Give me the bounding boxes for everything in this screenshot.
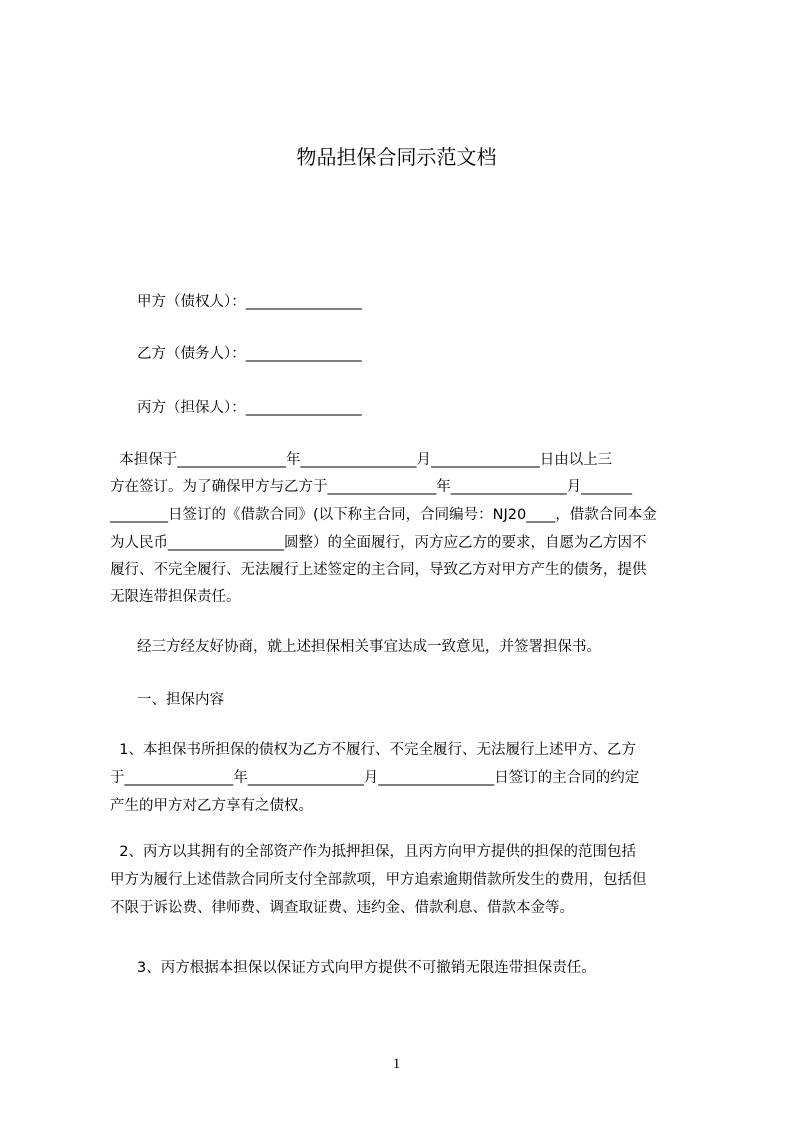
- party-a-line: 甲方（债权人）：________________: [137, 294, 362, 310]
- item1-line: 产生的甲方对乙方享有之债权。: [110, 798, 313, 814]
- item2-line: 不限于诉讼费、律师费、调查取证费、违约金、借款利息、借款本金等。: [110, 900, 574, 916]
- party-c-line: 丙方（担保人）：________________: [137, 400, 362, 416]
- para1-line: 无限连带担保责任。: [110, 589, 241, 605]
- para2: 经三方经友好协商，就上述担保相关事宜达成一致意见，并签署担保书。: [137, 639, 601, 655]
- document-title: 物品担保合同示范文档: [296, 145, 497, 169]
- item1-line: 1、本担保书所担保的债权为乙方不履行、不完全履行、无法履行上述甲方、乙方: [110, 742, 636, 758]
- item3: 3、丙方根据本担保以保证方式向甲方提供不可撤销无限连带担保责任。: [137, 960, 596, 976]
- item1-line: 于_______________年________________月________________日签订的主合同的约定: [110, 770, 640, 786]
- para1-line: 本担保于_______________年________________月_______________日由以上三: [110, 452, 613, 468]
- page-number: 1: [392, 1056, 401, 1072]
- item2-line: 甲方为履行上述借款合同所支付全部款项，甲方追索逾期借款所发生的费用，包括但: [110, 872, 647, 888]
- section-heading: 一、担保内容: [137, 692, 224, 708]
- party-b-line: 乙方（债务人）：________________: [137, 346, 362, 362]
- para1-line: ________日签订的《借款合同》(以下称主合同，合同编号：NJ20____，借款合同本金: [110, 507, 657, 523]
- para1-line: 方在签订。为了确保甲方与乙方于_______________年________________月_______: [110, 479, 632, 495]
- item2-line: 2、丙方以其拥有的全部资产作为抵押担保，且丙方向甲方提供的担保的范围包括: [110, 844, 636, 860]
- para1-line: 履行、不完全履行、无法履行上述签定的主合同，导致乙方对甲方产生的债务，提供: [110, 562, 647, 578]
- para1-line: 为人民币________________圆整）的全面履行，丙方应乙方的要求，自愿为乙方因不: [110, 535, 647, 551]
